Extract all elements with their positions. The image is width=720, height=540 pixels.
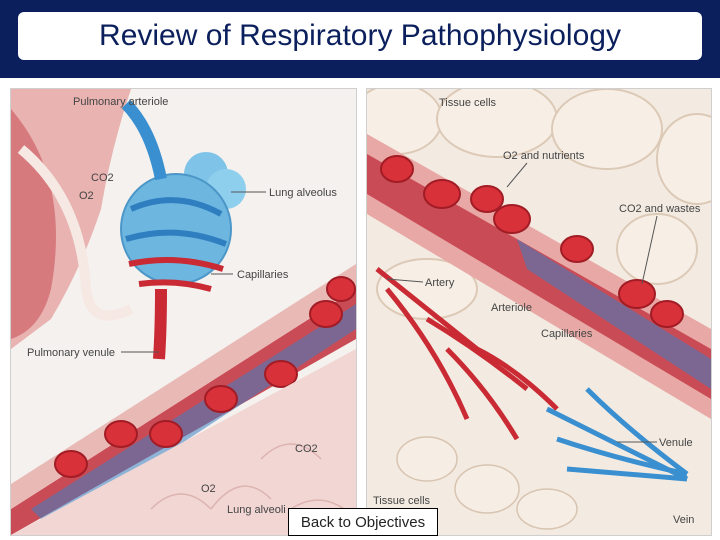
label-tissue-cells-top: Tissue cells [439, 97, 497, 109]
label-o2-top: O2 [79, 190, 94, 202]
label-artery: Artery [425, 277, 455, 289]
lung-diagram [11, 89, 356, 535]
title-box [18, 12, 702, 60]
label-pulmonary-venule: Pulmonary venule [27, 347, 116, 359]
label-capillaries: Capillaries [237, 269, 289, 281]
header-bar [0, 0, 720, 78]
page-title: Review of Respiratory Pathophysiology [99, 19, 621, 52]
label-co2-bottom: CO2 [295, 443, 318, 455]
lung-gas-exchange-illustration [10, 88, 357, 536]
label-co2-top: CO2 [91, 172, 114, 184]
label-arteriole: Arteriole [491, 302, 532, 314]
tissue-diagram [367, 89, 711, 535]
label-o2-nutrients: O2 and nutrients [503, 150, 585, 162]
label-co2-wastes: CO2 and wastes [619, 203, 701, 215]
label-vein: Vein [673, 514, 695, 526]
back-to-objectives-button[interactable]: Back to Objectives [288, 508, 438, 536]
label-pulmonary-arteriole: Pulmonary arteriole [73, 96, 169, 108]
label-o2-bottom: O2 [201, 483, 216, 495]
label-capillaries-right: Capillaries [541, 328, 593, 340]
tissue-gas-exchange-illustration [366, 88, 712, 536]
label-tissue-cells-bottom: Tissue cells [373, 495, 431, 507]
label-lung-alveolus: Lung alveolus [269, 187, 337, 199]
label-venule: Venule [659, 437, 693, 449]
label-lung-alveoli: Lung alveoli [227, 504, 286, 516]
